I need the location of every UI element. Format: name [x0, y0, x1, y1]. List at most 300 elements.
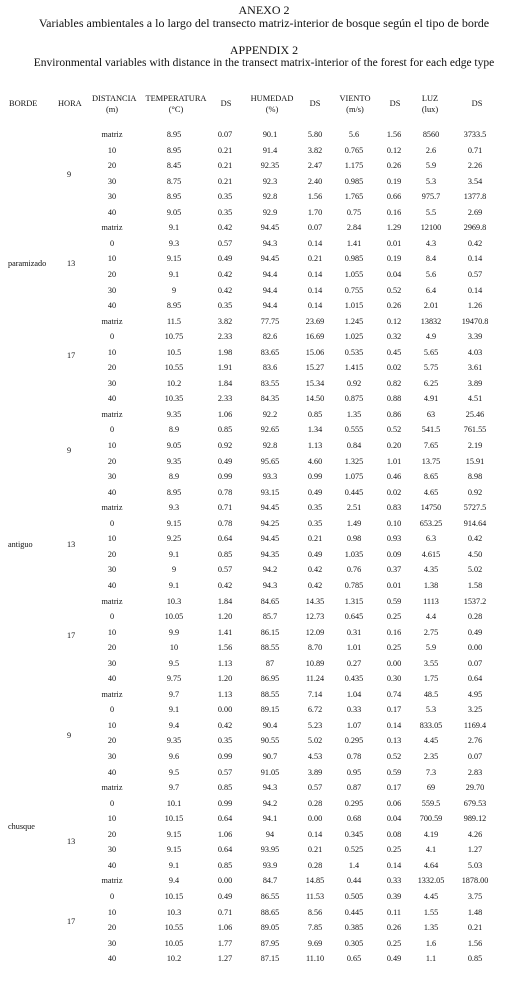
cell-ds-viento: 0.33: [386, 876, 402, 886]
cell-viento: 0.78: [346, 752, 362, 761]
cell-humedad: 93.15: [260, 487, 280, 497]
cell-viento: 0.92: [346, 378, 362, 388]
cell-ds-temperatura: 2.33: [217, 332, 233, 342]
cell-ds-viento: 0.10: [386, 518, 402, 528]
cell-ds-viento: 0.26: [386, 301, 402, 311]
cell-ds-temperatura: 3.82: [217, 316, 233, 326]
cell-ds-luz: 2.76: [467, 736, 483, 746]
cell-luz: 4.65: [423, 487, 439, 497]
cell-ds-luz: 5.03: [467, 860, 483, 870]
cell-temperatura: 9.5: [168, 767, 180, 777]
cell-temperatura: 10.05: [164, 938, 184, 948]
cell-humedad: 86.55: [260, 891, 280, 901]
header-luz: [418, 93, 442, 115]
cell-ds-temperatura: 1.27: [217, 954, 233, 964]
cell-temperatura: 9.15: [166, 254, 182, 264]
cell-ds-viento: 0.26: [386, 161, 402, 171]
cell-ds-temperatura: 0.00: [217, 705, 233, 715]
header-ds-luz: DS: [471, 99, 483, 108]
cell-ds-luz: 2.69: [467, 207, 483, 217]
cell-ds-viento: 1.56: [386, 130, 402, 139]
cell-ds-humedad: 14.50: [305, 394, 325, 404]
cell-ds-humedad: 5.02: [307, 736, 323, 746]
cell-humedad: 84.65: [260, 596, 280, 606]
cell-luz: 2.75: [423, 627, 439, 637]
cell-ds-temperatura: 1.06: [217, 829, 233, 839]
cell-viento: 0.75: [346, 207, 362, 217]
cell-humedad: 87: [265, 658, 275, 668]
cell-distancia: 40: [107, 394, 117, 404]
cell-ds-viento: 0.14: [386, 720, 402, 730]
cell-ds-luz: 2.26: [467, 161, 483, 171]
cell-ds-viento: 0.17: [386, 705, 402, 715]
cell-ds-luz: 1.26: [467, 301, 483, 311]
cell-temperatura: 9.5: [168, 658, 180, 668]
cell-humedad: 88.65: [260, 907, 280, 917]
cell-ds-humedad: 0.14: [307, 269, 323, 279]
header-temperatura: [144, 93, 208, 115]
cell-temperatura: 9.1: [168, 705, 180, 715]
cell-humedad: 94.45: [260, 223, 280, 233]
cell-ds-viento: 0.25: [386, 612, 402, 622]
cell-distancia: matriz: [101, 596, 123, 606]
cell-ds-viento: 0.01: [386, 580, 402, 590]
cell-viento: 0.535: [344, 347, 364, 357]
cell-ds-luz: 1.27: [467, 845, 483, 855]
cell-temperatura: 10.15: [164, 814, 184, 824]
cell-ds-viento: 0.82: [386, 378, 402, 388]
cell-ds-viento: 0.83: [386, 503, 402, 513]
cell-ds-luz: 5.02: [467, 565, 483, 575]
cell-humedad: 90.1: [262, 130, 278, 139]
cell-ds-temperatura: 0.57: [217, 238, 233, 248]
cell-ds-temperatura: 0.00: [217, 876, 233, 886]
cell-ds-humedad: 7.85: [307, 923, 323, 933]
cell-distancia: matriz: [101, 783, 123, 793]
cell-temperatura: 9: [171, 285, 177, 295]
cell-ds-luz: 3.75: [467, 891, 483, 901]
cell-luz: 4.45: [423, 891, 439, 901]
cell-humedad: 86.15: [260, 627, 280, 637]
cell-luz: 4.1: [425, 845, 437, 855]
cell-humedad: 95.65: [260, 456, 280, 466]
cell-humedad: 94.4: [262, 285, 278, 295]
cell-temperatura: 9: [171, 565, 177, 575]
cell-ds-luz: 4.95: [467, 689, 483, 699]
cell-luz: 1113: [423, 596, 439, 606]
cell-ds-luz: 3.25: [467, 705, 483, 715]
cell-distancia: 20: [107, 456, 117, 466]
cell-distancia: 0: [109, 612, 115, 622]
cell-temperatura: 10.2: [166, 378, 182, 388]
cell-ds-humedad: 0.21: [307, 534, 323, 544]
cell-viento: 1.4: [348, 860, 360, 870]
cell-distancia: 40: [107, 954, 117, 964]
cell-distancia: 40: [107, 207, 117, 217]
cell-distancia: 20: [107, 549, 117, 559]
cell-distancia: matriz: [101, 130, 123, 139]
cell-temperatura: 10.35: [164, 394, 184, 404]
cell-ds-luz: 989.12: [463, 814, 487, 824]
cell-temperatura: 10.5: [166, 347, 182, 357]
cell-humedad: 94.45: [260, 254, 280, 264]
cell-humedad: 89.15: [260, 705, 280, 715]
cell-humedad: 94.45: [260, 534, 280, 544]
cell-luz: 5.9: [425, 161, 437, 171]
cell-ds-temperatura: 1.13: [217, 658, 233, 668]
cell-luz: 1.55: [423, 907, 439, 917]
cell-ds-luz: 5727.5: [463, 503, 487, 513]
cell-ds-humedad: 5.23: [307, 720, 323, 730]
cell-distancia: 0: [109, 238, 115, 248]
cell-distancia: 0: [109, 518, 115, 528]
cell-ds-luz: 3.54: [467, 176, 483, 186]
cell-ds-humedad: 0.49: [307, 487, 323, 497]
cell-viento: 0.33: [346, 705, 362, 715]
cell-temperatura: 10.1: [166, 798, 182, 808]
cell-temperatura: 9.15: [166, 845, 182, 855]
header-temperatura-label: TEMPERATURA: [145, 94, 207, 103]
cell-ds-humedad: 0.35: [307, 518, 323, 528]
cell-ds-luz: 8.98: [467, 472, 483, 482]
cell-ds-humedad: 1.34: [307, 425, 323, 435]
cell-luz: 8.4: [425, 254, 437, 264]
cell-ds-viento: 0.12: [386, 316, 402, 326]
cell-ds-viento: 0.52: [386, 285, 402, 295]
cell-luz: 2.35: [423, 752, 439, 761]
header-distancia: [92, 93, 137, 115]
cell-ds-viento: 0.25: [386, 643, 402, 653]
cell-viento: 0.76: [346, 565, 362, 575]
cell-humedad: 87.15: [260, 954, 280, 964]
cell-viento: 0.505: [344, 891, 364, 901]
cell-viento: 0.87: [346, 783, 362, 793]
cell-distancia: 20: [107, 363, 117, 373]
cell-viento: 2.51: [346, 503, 362, 513]
hora-label: 17: [67, 917, 76, 926]
header-borde: BORDE: [9, 99, 38, 108]
cell-ds-temperatura: 0.99: [217, 798, 233, 808]
cell-ds-luz: 1.58: [467, 580, 483, 590]
cell-ds-viento: 0.04: [386, 269, 402, 279]
cell-ds-viento: 0.06: [386, 798, 402, 808]
cell-ds-humedad: 9.69: [307, 938, 323, 948]
cell-viento: 1.055: [344, 269, 364, 279]
cell-ds-humedad: 0.00: [307, 814, 323, 824]
cell-ds-humedad: 0.21: [307, 845, 323, 855]
cell-temperatura: 9.4: [168, 876, 180, 886]
cell-luz: 4.615: [421, 549, 441, 559]
cell-viento: 1.245: [344, 316, 364, 326]
cell-ds-humedad: 1.13: [307, 441, 323, 450]
cell-humedad: 92.2: [262, 409, 278, 419]
cell-ds-luz: 0.42: [467, 534, 483, 544]
header-hora: HORA: [58, 99, 82, 108]
cell-temperatura: 10: [169, 643, 179, 653]
cell-ds-viento: 0.26: [386, 923, 402, 933]
cell-luz: 700.59: [419, 814, 443, 824]
cell-viento: 0.525: [344, 845, 364, 855]
cell-luz: 833.05: [419, 720, 443, 730]
cell-temperatura: 8.95: [166, 130, 182, 139]
cell-ds-humedad: 0.42: [307, 580, 323, 590]
cell-distancia: 0: [109, 332, 115, 342]
cell-viento: 1.765: [344, 192, 364, 202]
cell-humedad: 94.2: [262, 565, 278, 575]
cell-viento: 0.785: [344, 580, 364, 590]
cell-luz: 653.25: [419, 518, 443, 528]
cell-humedad: 92.8: [262, 192, 278, 202]
cell-humedad: 94.4: [262, 269, 278, 279]
cell-temperatura: 8.95: [166, 145, 182, 155]
cell-ds-temperatura: 0.78: [217, 518, 233, 528]
cell-humedad: 93.9: [262, 860, 278, 870]
cell-viento: 1.315: [344, 596, 364, 606]
cell-ds-temperatura: 0.35: [217, 301, 233, 311]
cell-luz: 5.3: [425, 705, 437, 715]
cell-temperatura: 8.9: [168, 425, 180, 435]
cell-viento: 1.325: [344, 456, 364, 466]
cell-ds-temperatura: 1.20: [217, 674, 233, 684]
cell-distancia: matriz: [101, 223, 123, 233]
cell-temperatura: 8.45: [166, 161, 182, 171]
cell-ds-viento: 0.16: [386, 627, 402, 637]
cell-humedad: 94.35: [260, 549, 280, 559]
cell-distancia: 30: [107, 845, 117, 855]
cell-distancia: 30: [107, 472, 117, 482]
cell-ds-viento: 0.13: [386, 736, 402, 746]
cell-ds-temperatura: 0.64: [217, 814, 233, 824]
cell-ds-temperatura: 1.41: [217, 627, 233, 637]
cell-humedad: 88.55: [260, 643, 280, 653]
cell-ds-temperatura: 0.42: [217, 223, 233, 233]
cell-distancia: 20: [107, 923, 117, 933]
cell-distancia: 30: [107, 378, 117, 388]
cell-ds-luz: 1377.8: [463, 192, 487, 202]
cell-temperatura: 8.75: [166, 176, 182, 186]
cell-temperatura: 9.35: [166, 409, 182, 419]
cell-ds-temperatura: 0.92: [217, 441, 233, 450]
cell-ds-luz: 3.39: [467, 332, 483, 342]
header-distancia-unit: (m): [105, 105, 119, 114]
cell-humedad: 82.6: [262, 332, 278, 342]
cell-ds-humedad: 1.70: [307, 207, 323, 217]
cell-temperatura: 10.75: [164, 332, 184, 342]
cell-distancia: 10: [107, 254, 117, 264]
cell-ds-temperatura: 0.35: [217, 192, 233, 202]
cell-temperatura: 9.05: [166, 207, 182, 217]
cell-temperatura: 10.55: [164, 923, 184, 933]
cell-ds-humedad: 8.56: [307, 907, 323, 917]
cell-viento: 1.01: [346, 643, 362, 653]
cell-ds-humedad: 0.21: [307, 254, 323, 264]
cell-luz: 6.3: [425, 534, 437, 544]
cell-ds-luz: 0.57: [467, 269, 483, 279]
cell-ds-humedad: 12.73: [305, 612, 325, 622]
cell-distancia: 0: [109, 705, 115, 715]
cell-ds-luz: 0.42: [467, 238, 483, 248]
hora-label: 13: [67, 540, 76, 549]
cell-ds-viento: 0.39: [386, 891, 402, 901]
cell-temperatura: 9.75: [166, 674, 182, 684]
cell-ds-humedad: 3.82: [307, 145, 323, 155]
header-ds-viento: DS: [389, 99, 401, 108]
cell-temperatura: 10.3: [166, 907, 182, 917]
cell-ds-temperatura: 0.85: [217, 425, 233, 435]
cell-ds-luz: 0.85: [467, 954, 483, 964]
cell-humedad: 86.95: [260, 674, 280, 684]
cell-ds-luz: 25.46: [465, 409, 485, 419]
cell-humedad: 90.7: [262, 752, 278, 761]
cell-humedad: 94.45: [260, 503, 280, 513]
cell-luz: 8560: [422, 130, 440, 139]
header-luz-unit: (lux): [421, 105, 439, 114]
cell-distancia: 20: [107, 161, 117, 171]
cell-humedad: 90.4: [262, 720, 278, 730]
cell-viento: 0.295: [344, 736, 364, 746]
cell-distancia: matriz: [101, 316, 123, 326]
cell-viento: 0.305: [344, 938, 364, 948]
cell-humedad: 83.65: [260, 347, 280, 357]
cell-temperatura: 9.6: [168, 752, 180, 761]
header-distancia-label: DISTANCIA: [92, 94, 137, 103]
cell-temperatura: 9.3: [168, 238, 180, 248]
cell-ds-temperatura: 0.71: [217, 907, 233, 917]
cell-humedad: 91.4: [262, 145, 278, 155]
header-ds-temperatura: DS: [220, 99, 232, 108]
cell-ds-humedad: 10.89: [305, 658, 325, 668]
cell-luz: 8.65: [423, 472, 439, 482]
cell-ds-luz: 3733.5: [463, 130, 487, 139]
cell-viento: 1.35: [346, 409, 362, 419]
cell-distancia: 30: [107, 565, 117, 575]
cell-distancia: 20: [107, 736, 117, 746]
cell-luz: 1.1: [425, 954, 437, 964]
cell-humedad: 84.7: [262, 876, 278, 886]
cell-humedad: 84.35: [260, 394, 280, 404]
cell-temperatura: 9.3: [168, 503, 180, 513]
cell-ds-temperatura: 0.49: [217, 456, 233, 466]
cell-distancia: 10: [107, 145, 117, 155]
title-anexo: ANEXO 2: [238, 3, 290, 17]
cell-ds-temperatura: 0.99: [217, 752, 233, 761]
cell-ds-viento: 0.25: [386, 938, 402, 948]
cell-temperatura: 9.1: [168, 269, 180, 279]
cell-luz: 4.35: [423, 565, 439, 575]
title-appendix: APPENDIX 2: [229, 43, 299, 57]
cell-distancia: 10: [107, 814, 117, 824]
cell-ds-humedad: 14.35: [305, 596, 325, 606]
cell-ds-humedad: 0.85: [307, 409, 323, 419]
cell-viento: 0.98: [346, 534, 362, 544]
cell-viento: 2.84: [346, 223, 362, 233]
cell-ds-viento: 0.74: [386, 689, 402, 699]
cell-ds-temperatura: 0.85: [217, 783, 233, 793]
cell-ds-humedad: 3.89: [307, 767, 323, 777]
cell-ds-humedad: 0.28: [307, 860, 323, 870]
cell-ds-luz: 1537.2: [463, 596, 487, 606]
cell-ds-viento: 1.01: [386, 456, 402, 466]
hora-label: 13: [67, 837, 76, 846]
cell-luz: 48.5: [423, 689, 439, 699]
cell-luz: 4.64: [423, 860, 439, 870]
cell-ds-humedad: 11.53: [305, 891, 325, 901]
cell-temperatura: 9.35: [166, 456, 182, 466]
title-spanish: Variables ambientales a lo largo del transecto matriz-interior de bosque según el tipo de borde: [38, 16, 490, 30]
cell-temperatura: 9.15: [166, 829, 182, 839]
cell-humedad: 85.7: [262, 612, 278, 622]
cell-ds-viento: 0.09: [386, 549, 402, 559]
cell-distancia: 30: [107, 938, 117, 948]
cell-ds-viento: 0.49: [386, 954, 402, 964]
cell-ds-viento: 0.11: [386, 907, 402, 917]
cell-viento: 1.035: [344, 549, 364, 559]
cell-luz: 5.9: [425, 643, 437, 653]
cell-ds-humedad: 1.56: [307, 192, 323, 202]
header-viento-label: VIENTO: [339, 94, 371, 103]
cell-distancia: matriz: [101, 689, 123, 699]
cell-viento: 1.415: [344, 363, 364, 373]
cell-luz: 7.65: [423, 441, 439, 450]
cell-ds-viento: 0.19: [386, 254, 402, 264]
cell-distancia: 10: [107, 347, 117, 357]
cell-viento: 0.31: [346, 627, 362, 637]
cell-humedad: 92.9: [262, 207, 278, 217]
cell-ds-temperatura: 0.85: [217, 860, 233, 870]
cell-ds-temperatura: 0.42: [217, 269, 233, 279]
cell-distancia: 0: [109, 891, 115, 901]
cell-viento: 1.07: [346, 720, 362, 730]
cell-temperatura: 9.9: [168, 627, 180, 637]
cell-ds-luz: 2.83: [467, 767, 483, 777]
cell-distancia: 10: [107, 907, 117, 917]
cell-temperatura: 9.1: [168, 860, 180, 870]
cell-distancia: 40: [107, 487, 117, 497]
hora-label: 9: [67, 446, 72, 455]
cell-viento: 0.555: [344, 425, 364, 435]
cell-temperatura: 8.95: [166, 487, 182, 497]
cell-ds-viento: 0.93: [386, 534, 402, 544]
cell-viento: 1.175: [344, 161, 364, 171]
cell-luz: 5.5: [425, 207, 437, 217]
cell-distancia: 30: [107, 285, 117, 295]
cell-humedad: 92.3: [262, 176, 278, 186]
cell-luz: 5.3: [425, 176, 437, 186]
cell-ds-viento: 0.32: [386, 332, 402, 342]
cell-ds-humedad: 0.14: [307, 285, 323, 295]
header-viento-unit: (m/s): [346, 105, 364, 114]
cell-humedad: 83.55: [260, 378, 280, 388]
cell-temperatura: 9.15: [166, 518, 182, 528]
cell-ds-viento: 0.14: [386, 860, 402, 870]
cell-ds-humedad: 4.53: [307, 752, 323, 761]
cell-distancia: 10: [107, 627, 117, 637]
cell-ds-luz: 4.03: [467, 347, 483, 357]
cell-luz: 13832: [420, 316, 442, 326]
cell-temperatura: 9.05: [166, 441, 182, 450]
cell-distancia: 40: [107, 301, 117, 311]
cell-ds-humedad: 12.09: [305, 627, 325, 637]
cell-ds-luz: 4.51: [467, 394, 483, 404]
cell-ds-temperatura: 1.84: [217, 378, 233, 388]
cell-viento: 0.765: [344, 145, 364, 155]
cell-ds-viento: 0.59: [386, 596, 402, 606]
cell-luz: 5.6: [425, 269, 437, 279]
cell-ds-luz: 19470.8: [461, 316, 489, 326]
cell-viento: 0.65: [346, 954, 362, 964]
borde-label: antiguo: [8, 540, 33, 549]
cell-temperatura: 9.1: [168, 223, 180, 233]
